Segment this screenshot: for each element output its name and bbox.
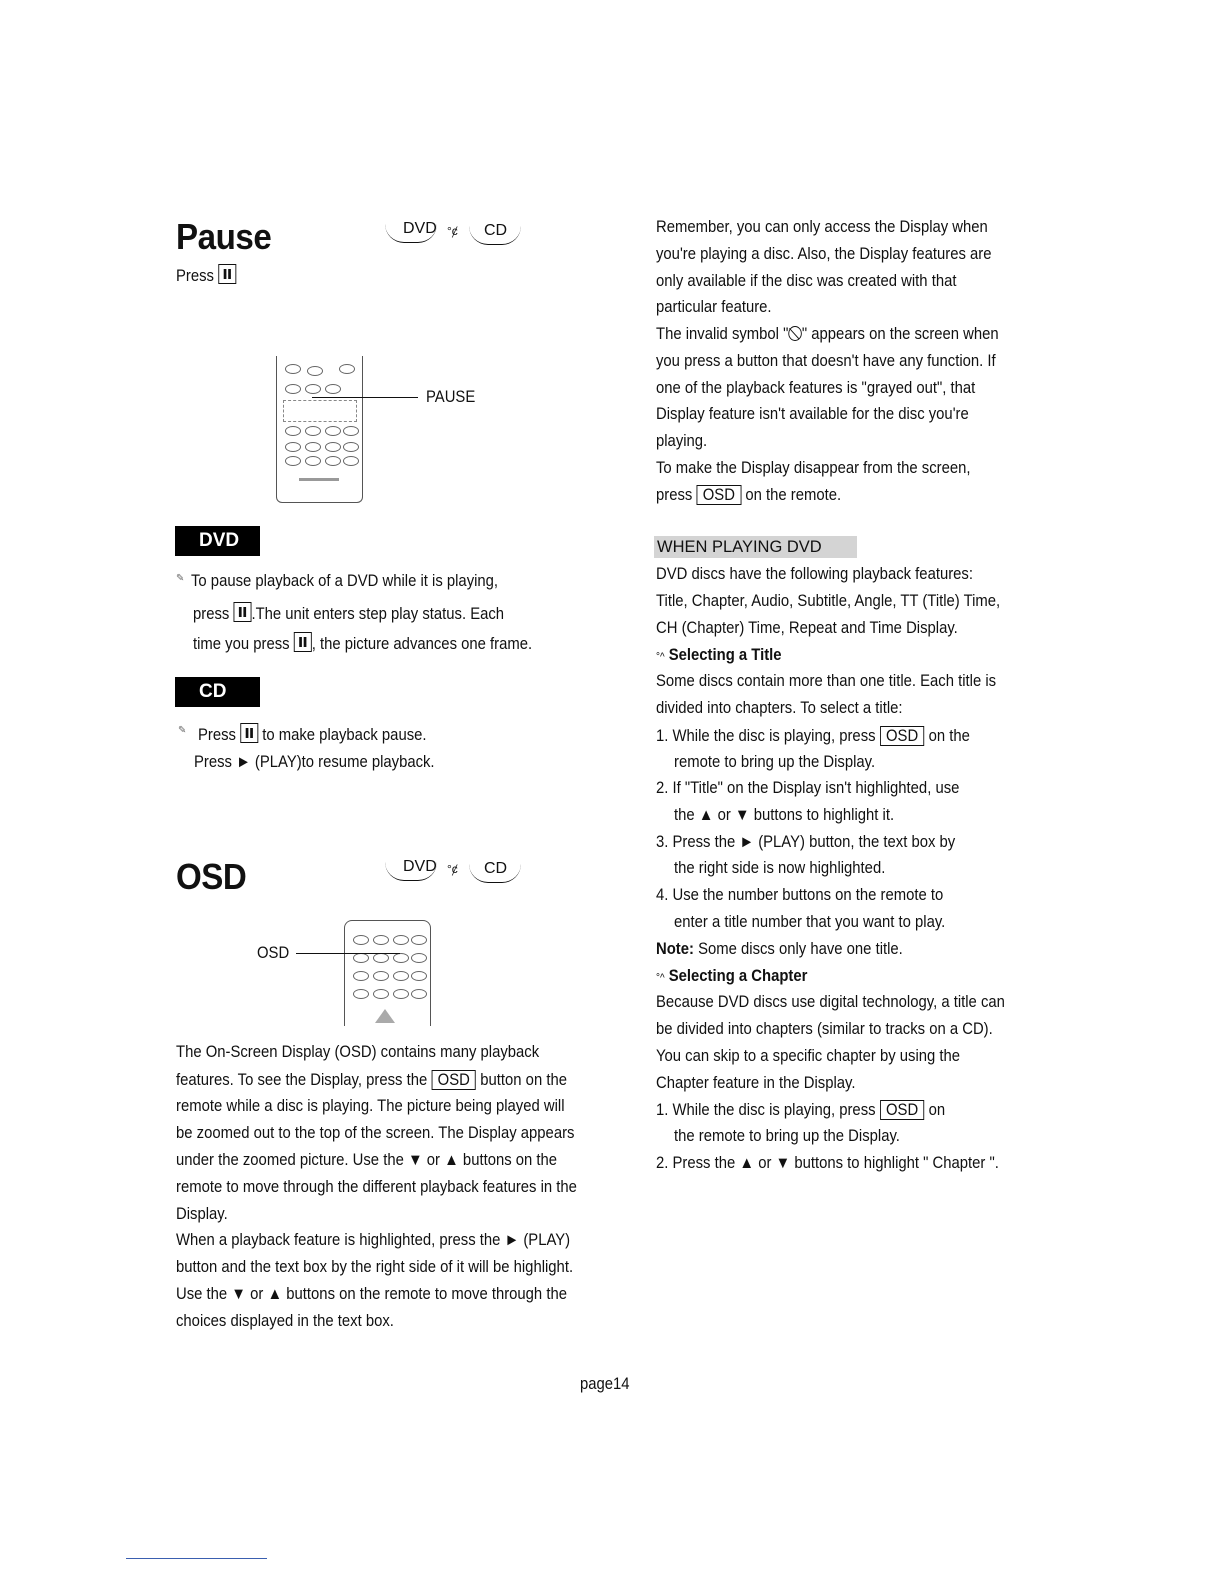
osd-para1-line-4: be zoomed out to the top of the screen. The Display appears bbox=[176, 1124, 575, 1142]
remote-button bbox=[325, 384, 341, 394]
osd-para2-line-1: When a playback feature is highlighted, press the ► (PLAY) bbox=[176, 1231, 571, 1249]
osd-para1-line-6: remote to move through the different playback features in the bbox=[176, 1178, 577, 1196]
title-step-1 bbox=[656, 726, 970, 746]
remote-button bbox=[373, 989, 389, 999]
dvd-badge-label: DVD bbox=[403, 220, 437, 237]
text-on: on bbox=[928, 1101, 946, 1119]
selecting-chapter-heading bbox=[656, 967, 807, 986]
text-on-the: on the bbox=[928, 727, 970, 745]
pause-icon bbox=[218, 264, 236, 284]
text-press: Press bbox=[198, 726, 236, 744]
title-body-line-1: Some discs contain more than one title. Each title is bbox=[656, 672, 997, 690]
title-body-line-2: divided into chapters. To select a title: bbox=[656, 699, 903, 717]
text-advances: , the picture advances one frame. bbox=[311, 635, 533, 653]
remote-button bbox=[393, 971, 409, 981]
text-invalid-symbol: The invalid symbol " bbox=[656, 325, 789, 343]
text-step-1: 1. While the disc is playing, press bbox=[656, 727, 876, 745]
chapter-step-1-cont: the remote to bring up the Display. bbox=[674, 1127, 900, 1145]
remote-button bbox=[285, 364, 301, 374]
bullet-icon: ✎ bbox=[178, 725, 187, 736]
chapter-step-1 bbox=[656, 1100, 945, 1120]
dvd-section-tag: DVD bbox=[175, 526, 260, 556]
dvd-pause-line-2 bbox=[193, 602, 504, 624]
remote-button bbox=[411, 953, 427, 963]
remote-button bbox=[343, 442, 359, 452]
remote-button bbox=[325, 426, 341, 436]
osd-para1-line-1: The On-Screen Display (OSD) contains many playback bbox=[176, 1043, 540, 1061]
pause-icon bbox=[233, 602, 251, 622]
title-step-1-cont: remote to bring up the Display. bbox=[674, 753, 876, 771]
chapter-body-line-1: Because DVD discs use digital technology, a title can bbox=[656, 993, 1005, 1011]
remote-button bbox=[339, 364, 355, 374]
pause-press-line bbox=[176, 264, 236, 286]
note-line bbox=[656, 940, 903, 959]
title-step-3: 3. Press the ► (PLAY) button, the text box by bbox=[656, 833, 956, 851]
remote-button bbox=[343, 456, 359, 466]
title-step-4-cont: enter a title number that you want to play. bbox=[674, 913, 946, 931]
osd-callout-line bbox=[296, 953, 400, 954]
pause-callout-label: PAUSE bbox=[426, 388, 476, 406]
heading-text: Selecting a Chapter bbox=[668, 967, 808, 985]
pause-disc-badge bbox=[385, 220, 525, 250]
remote-button bbox=[353, 953, 369, 963]
dvd-pause-line-3 bbox=[193, 632, 532, 654]
features-line-1: DVD discs have the following playback features: bbox=[656, 565, 973, 583]
remote-logo bbox=[299, 478, 339, 481]
text-press: press bbox=[193, 605, 230, 623]
dvd-arc-icon bbox=[385, 224, 437, 243]
dvd-badge-label: DVD bbox=[403, 858, 437, 875]
remote-button bbox=[285, 384, 301, 394]
text-step-play: .The unit enters step play status. Each bbox=[251, 605, 505, 623]
cd-arc-icon bbox=[469, 226, 521, 245]
remote-button bbox=[411, 971, 427, 981]
selecting-title-heading bbox=[656, 646, 782, 665]
chapter-body-line-2: be divided into chapters (similar to tracks on a CD). bbox=[656, 1020, 993, 1038]
intro-line-5 bbox=[656, 325, 999, 344]
chapter-body-line-4: Chapter feature in the Display. bbox=[656, 1074, 856, 1092]
remote-button bbox=[343, 426, 359, 436]
osd-key: OSD bbox=[696, 485, 741, 505]
osd-key: OSD bbox=[431, 1070, 476, 1090]
osd-para1-line-2 bbox=[176, 1070, 567, 1090]
bullet-icon: °^ bbox=[656, 651, 665, 663]
remote-button bbox=[305, 456, 321, 466]
osd-callout-label: OSD bbox=[257, 944, 290, 962]
intro-line-7: one of the playback features is "grayed out", that bbox=[656, 379, 976, 397]
osd-key: OSD bbox=[880, 1100, 925, 1120]
title-step-3-cont: the right side is now highlighted. bbox=[674, 859, 886, 877]
remote-button bbox=[393, 935, 409, 945]
dvd-pause-line-1: To pause playback of a DVD while it is playing, bbox=[191, 572, 499, 590]
remote-button bbox=[305, 442, 321, 452]
press-text: Press bbox=[176, 267, 214, 285]
remote-button bbox=[305, 426, 321, 436]
bullet-icon: °^ bbox=[656, 972, 665, 984]
pause-callout-line bbox=[312, 397, 418, 398]
disc-link-icon: °ȼ bbox=[447, 862, 458, 876]
remote-button bbox=[373, 971, 389, 981]
cd-arc-icon bbox=[469, 864, 521, 883]
pause-icon bbox=[294, 632, 312, 652]
remote-button bbox=[353, 935, 369, 945]
up-arrow-icon bbox=[375, 1009, 395, 1023]
text-see-display: features. To see the Display, press the bbox=[176, 1071, 428, 1089]
section-highlight-when-playing-dvd: WHEN PLAYING DVD bbox=[654, 536, 857, 558]
dvd-arc-icon bbox=[385, 862, 437, 881]
remote-illustration-pause bbox=[276, 356, 363, 503]
note-text: Some discs only have one title. bbox=[698, 940, 903, 958]
title-step-2-cont: the ▲ or ▼ buttons to highlight it. bbox=[674, 806, 895, 824]
title-step-2: 2. If "Title" on the Display isn't highlighted, use bbox=[656, 779, 960, 797]
intro-line-8: Display feature isn't available for the disc you're bbox=[656, 405, 969, 423]
remote-button bbox=[373, 953, 389, 963]
intro-line-10: To make the Display disappear from the screen, bbox=[656, 459, 971, 477]
remote-button bbox=[373, 935, 389, 945]
cd-section-tag: CD bbox=[175, 677, 260, 707]
cd-badge-label: CD bbox=[484, 860, 508, 877]
text-make-pause: to make playback pause. bbox=[262, 726, 427, 744]
remote-button bbox=[411, 935, 427, 945]
osd-para1-line-3: remote while a disc is playing. The picture being played will bbox=[176, 1097, 565, 1115]
osd-para1-line-5: under the zoomed picture. Use the ▼ or ▲ buttons on the bbox=[176, 1151, 558, 1169]
osd-heading: OSD bbox=[176, 856, 247, 897]
remote-button bbox=[393, 989, 409, 999]
text-button-on-the: button on the bbox=[480, 1071, 567, 1089]
footer-rule bbox=[126, 1558, 267, 1559]
text-step-1: 1. While the disc is playing, press bbox=[656, 1101, 876, 1119]
chapter-step-2: 2. Press the ▲ or ▼ buttons to highlight " Chapter ". bbox=[656, 1154, 999, 1172]
intro-line-4: particular feature. bbox=[656, 298, 772, 316]
remote-button bbox=[411, 989, 427, 999]
features-line-2: Title, Chapter, Audio, Subtitle, Angle, TT (Title) Time, bbox=[656, 592, 1001, 610]
osd-key: OSD bbox=[880, 726, 925, 746]
pause-heading: Pause bbox=[176, 216, 272, 257]
text-appears: " appears on the screen when bbox=[801, 325, 999, 343]
text-press: press bbox=[656, 486, 693, 504]
osd-para2-line-4: choices displayed in the text box. bbox=[176, 1312, 394, 1330]
heading-text: Selecting a Title bbox=[668, 646, 782, 664]
intro-line-9: playing. bbox=[656, 432, 708, 450]
invalid-symbol-icon bbox=[788, 326, 802, 341]
remote-illustration-osd bbox=[344, 920, 431, 1026]
remote-button bbox=[285, 426, 301, 436]
osd-para2-line-2: button and the text box by the right side of it will be highlight. bbox=[176, 1258, 574, 1276]
intro-line-11 bbox=[656, 485, 841, 505]
disc-link-icon: °ȼ bbox=[447, 224, 458, 238]
text-time-you-press: time you press bbox=[193, 635, 290, 653]
remote-button bbox=[285, 456, 301, 466]
pause-icon bbox=[240, 723, 258, 743]
osd-disc-badge bbox=[385, 858, 525, 888]
remote-button bbox=[305, 384, 321, 394]
remote-button bbox=[353, 989, 369, 999]
remote-transport-group bbox=[283, 400, 357, 422]
remote-button bbox=[325, 456, 341, 466]
intro-line-6: you press a button that doesn't have any function. If bbox=[656, 352, 996, 370]
chapter-body-line-3: You can skip to a specific chapter by using the bbox=[656, 1047, 961, 1065]
remote-button bbox=[285, 442, 301, 452]
intro-line-2: you're playing a disc. Also, the Display features are bbox=[656, 245, 992, 263]
cd-pause-line-2: Press ► (PLAY)to resume playback. bbox=[194, 753, 435, 771]
remote-button bbox=[353, 971, 369, 981]
cd-pause-line-1 bbox=[198, 723, 427, 745]
osd-para2-line-3: Use the ▼ or ▲ buttons on the remote to move through the bbox=[176, 1285, 567, 1303]
remote-button bbox=[325, 442, 341, 452]
intro-line-1: Remember, you can only access the Display when bbox=[656, 218, 988, 236]
cd-badge-label: CD bbox=[484, 222, 508, 239]
title-step-4: 4. Use the number buttons on the remote to bbox=[656, 886, 944, 904]
remote-button bbox=[393, 953, 409, 963]
osd-para1-line-7: Display. bbox=[176, 1205, 228, 1223]
page-number: page14 bbox=[580, 1375, 630, 1393]
remote-button bbox=[307, 366, 323, 376]
bullet-icon: ✎ bbox=[176, 573, 185, 584]
note-label: Note: bbox=[656, 940, 694, 958]
text-on-remote: on the remote. bbox=[745, 486, 842, 504]
features-line-3: CH (Chapter) Time, Repeat and Time Display. bbox=[656, 619, 958, 637]
intro-line-3: only available if the disc was created with that bbox=[656, 272, 957, 290]
